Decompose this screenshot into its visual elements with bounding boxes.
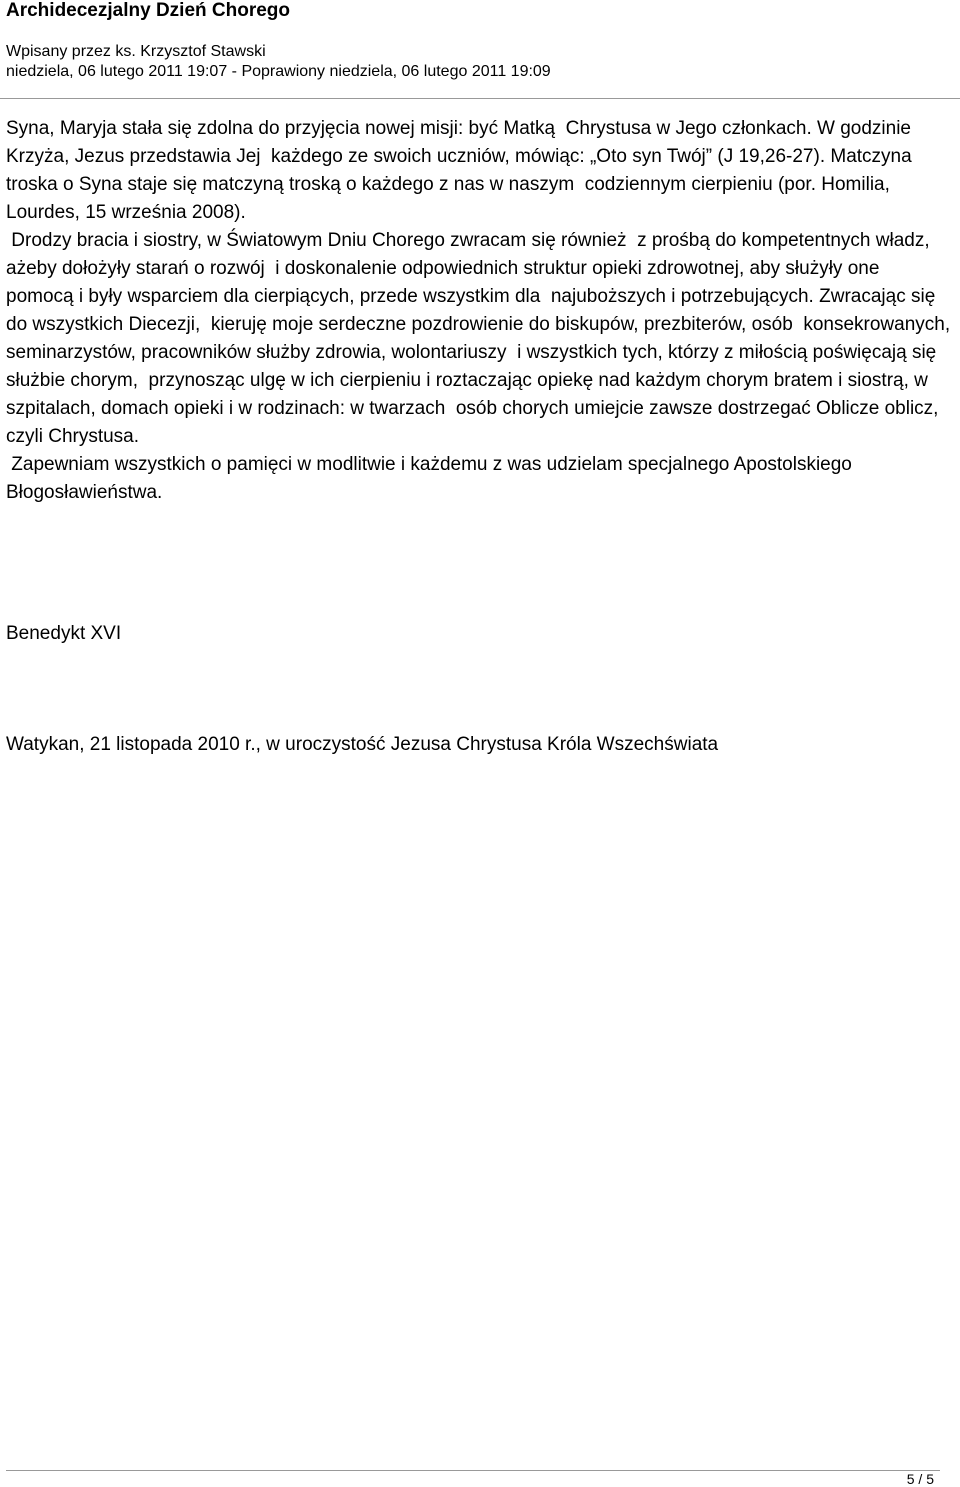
paragraph-1: Syna, Maryja stała się zdolna do przyjęcia nowej misji: być Matką Chrystusa w Jego członkach. W godzinie Krzyża, Jezus przedstawia Jej każdego ze swoich uczniów, mówiąc: „Oto syn Twój” (J 19,26-27). Matczyna troska o Syna staje się matczyną troską o każdego z nas w naszym codziennym cierpieniu (por. Homilia, Lourdes, 15 września 2008). (6, 118, 923, 223)
document-title: Archidecezjalny Dzień Chorego (6, 0, 291, 21)
place-and-date: Watykan, 21 listopada 2010 r., w uroczystość Jezusa Chrystusa Króla Wszechświata (6, 734, 719, 755)
paragraph-3: Zapewniam wszystkich o pamięci w modlitwie i każdemu z was udzielam specjalnego Apostolskiego Błogosławieństwa. (6, 454, 858, 503)
author-line: Wpisany przez ks. Krzysztof Stawski (6, 43, 266, 60)
page-header (6, 0, 954, 82)
page-number: 5 / 5 (906, 1471, 934, 1487)
date-line: niedziela, 06 lutego 2011 19:07 - Poprawiony niedziela, 06 lutego 2011 19:09 (6, 63, 551, 80)
footer-divider (6, 1470, 940, 1471)
header-divider (0, 98, 960, 99)
signature: Benedykt XVI (6, 623, 122, 644)
paragraph-2: Drodzy bracia i siostry, w Światowym Dniu Chorego zwracam się również z prośbą do kompetentnych władz, ażeby dołożyły starań o rozwój i doskonalenie odpowiednich struktur opieki zdrowotnej, aby służyły one pomocą i były wsparciem dla cierpiących, przede wszystkim dla najuboższych i potrzebujących. Zwracając się do wszystkich Diecezji, kieruję moje serdeczne pozdrowienie do biskupów, prezbiterów, osób konsekrowanych, seminarzystów, pracowników służby zdrowia, wolontariuszy i wszystkich tych, którzy z miłością poświęcają się służbie chorym, przynosząc ulgę w ich cierpieniu i roztaczając opiekę nad każdym chorym bratem i siostrą, w szpitalach, domach opieki i w rodzinach: w twarzach osób chorych umiejcie zawsze dostrzegać Oblicze oblicz, czyli Chrystusa. (6, 230, 956, 447)
article-body (6, 115, 956, 507)
